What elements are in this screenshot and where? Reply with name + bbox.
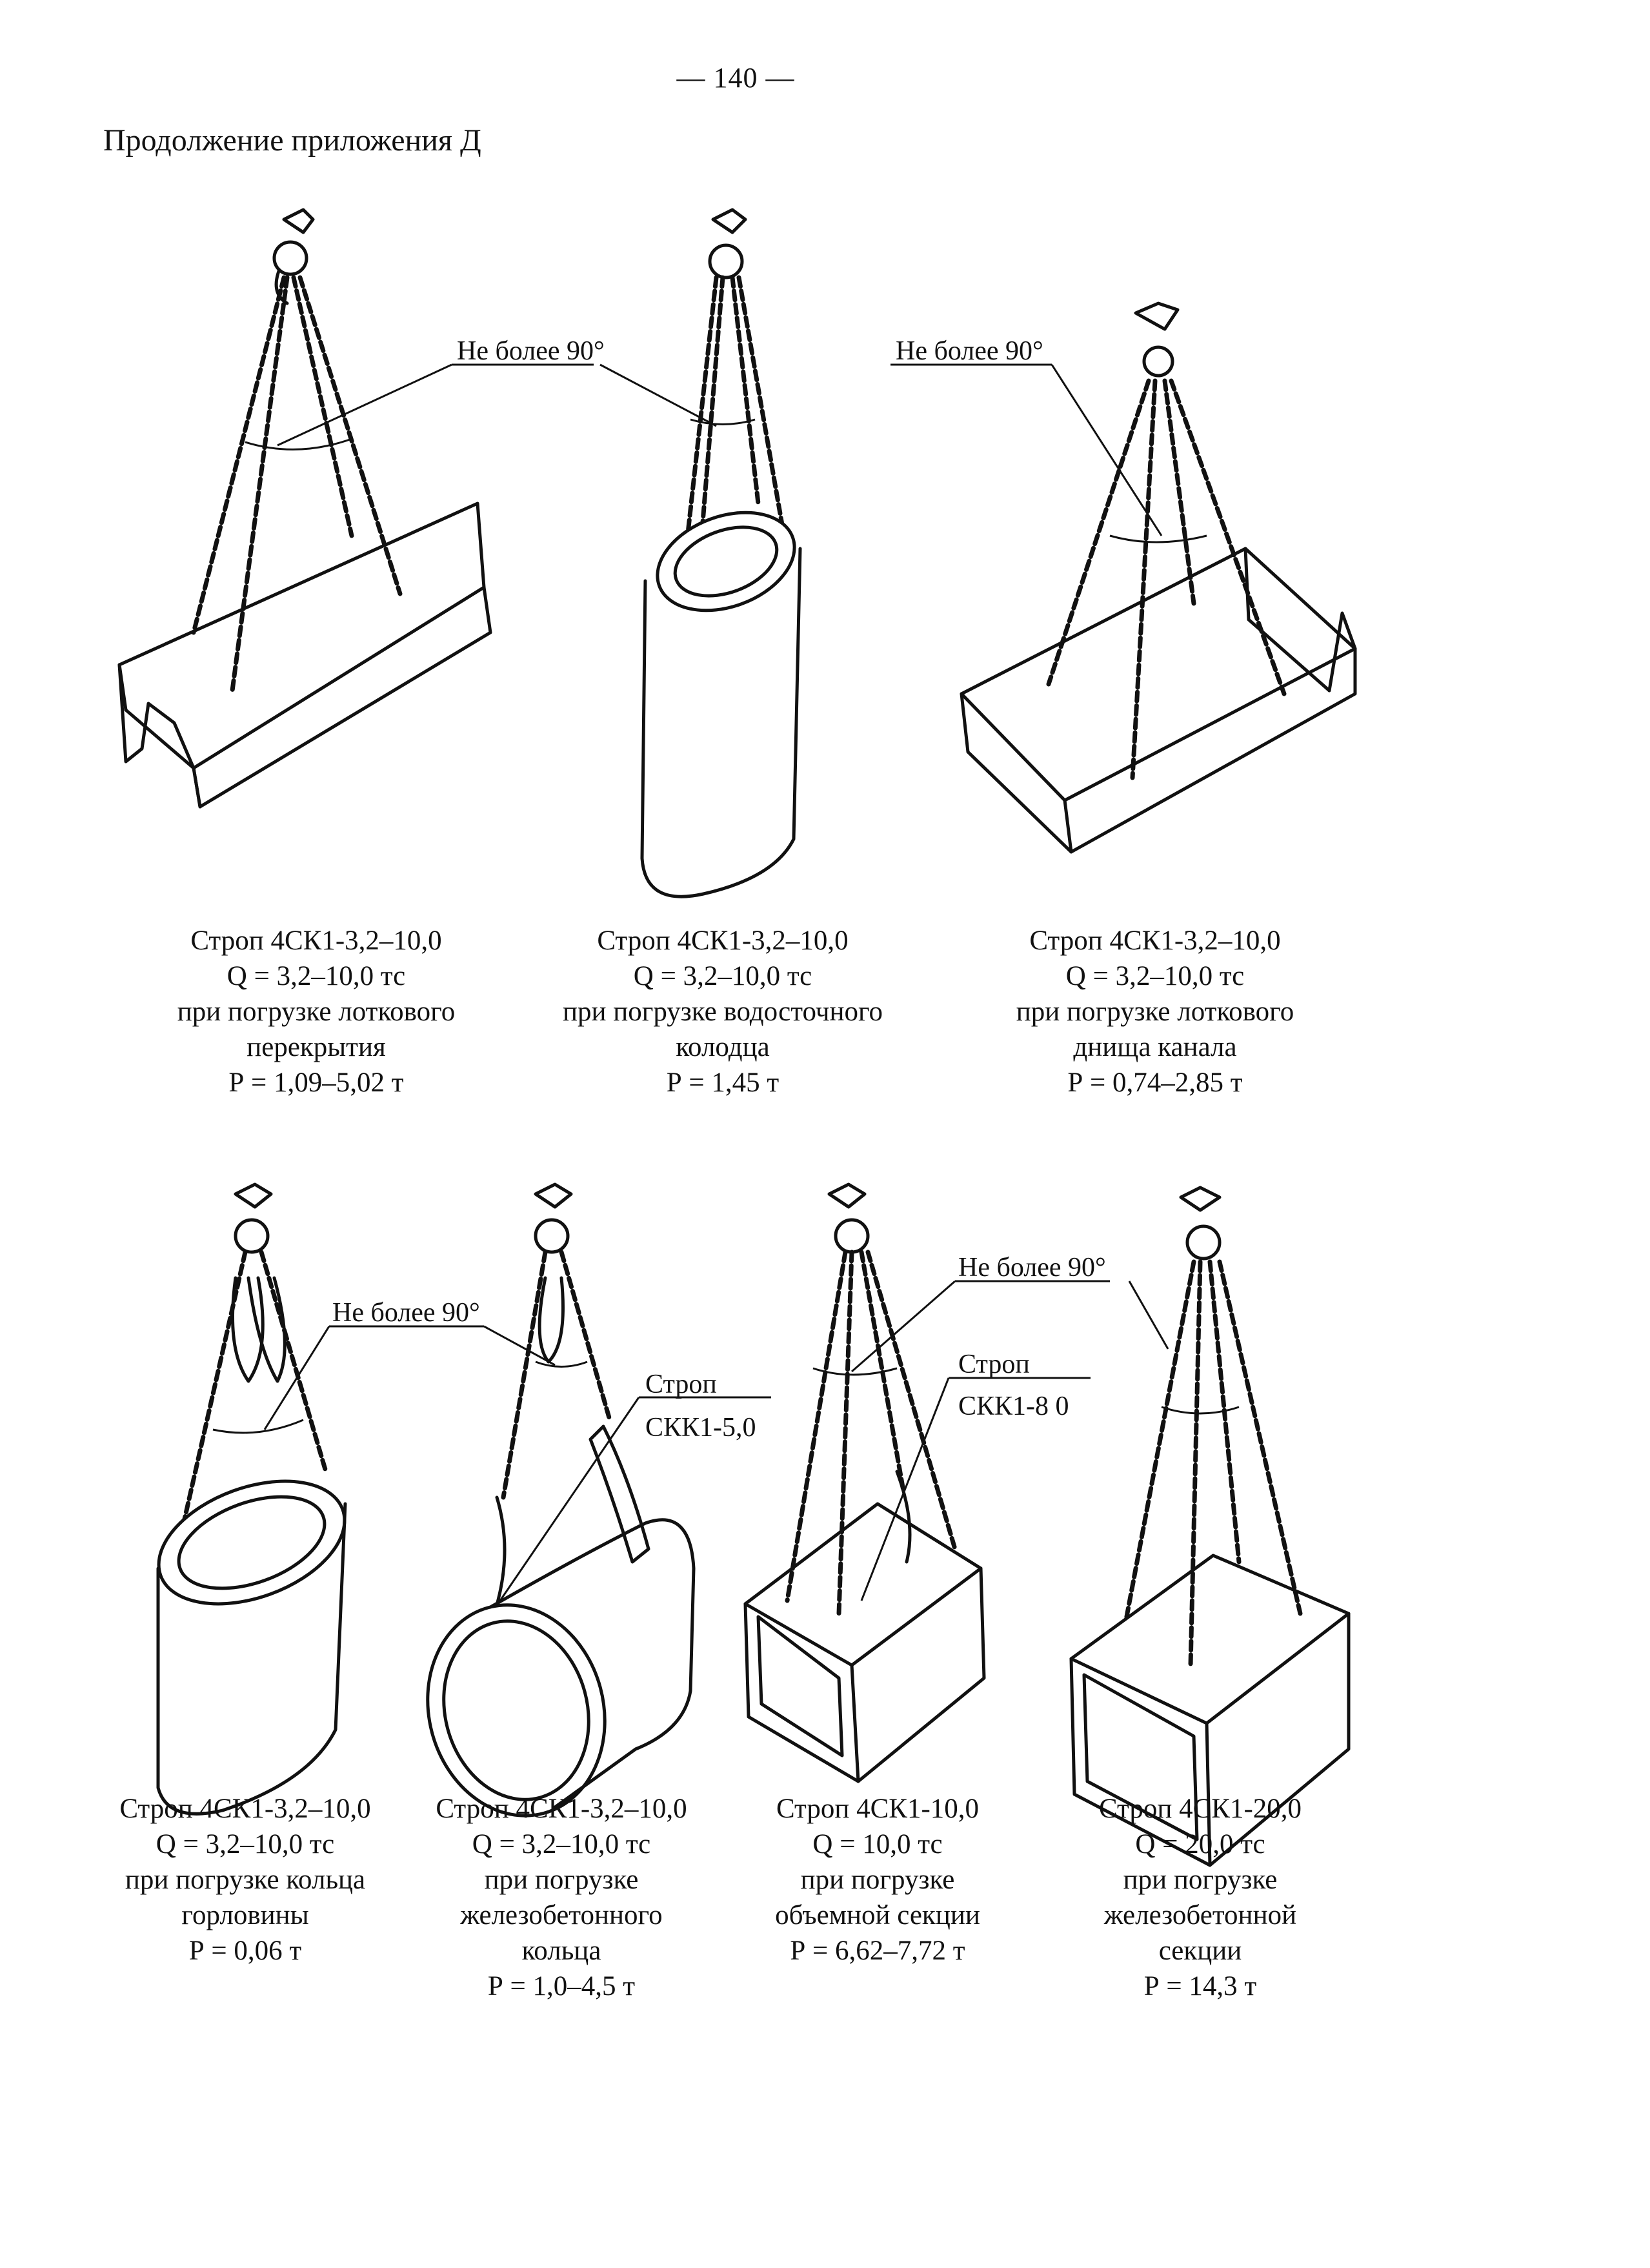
sling-label-5-line2: СКК1-5,0 [645,1413,756,1443]
caption-line: Q = 3,2–10,0 тс [472,1829,651,1859]
caption-figure-2 [542,923,903,1100]
caption-figure-1 [155,923,478,1100]
figure-3-channel-bottom-drawing [890,303,1355,852]
angle-label-1: Не более 90° [457,336,605,366]
figure-1-trough-slab-drawing [119,210,605,807]
caption-line: Q = 10,0 тс [812,1829,943,1859]
sling-label-6-line2: СКК1-8 0 [958,1392,1069,1421]
caption-line: Р = 0,74–2,85 т [1067,1068,1243,1098]
caption-line: горловины [181,1900,309,1930]
caption-figure-5 [413,1791,710,2004]
caption-line: Строп 4СК1-20,0 [1098,1794,1302,1824]
page-number: — 140 — [676,62,795,94]
figure-5-concrete-ring-drawing [405,1184,771,1836]
caption-line: Строп 4СК1-10,0 [776,1794,980,1824]
figure-7-concrete-section-drawing [1071,1188,1349,1865]
caption-line: Строп 4СК1-3,2–10,0 [119,1794,371,1824]
angle-label-4: Не более 90° [332,1298,480,1328]
caption-line: Р = 6,62–7,72 т [790,1936,965,1966]
caption-line: Q = 3,2–10,0 тс [633,961,812,991]
caption-line: Р = 1,45 т [666,1068,780,1098]
caption-figure-3 [987,923,1323,1100]
angle-label-6: Не более 90° [958,1253,1106,1282]
caption-line: железобетонного [460,1900,663,1930]
caption-line: Р = 1,09–5,02 т [228,1068,404,1098]
caption-line: железобетонной [1103,1900,1297,1930]
sling-label-6-line1: Строп [958,1350,1030,1379]
caption-line: при погрузке водосточного [562,997,883,1027]
caption-line: Строп 4СК1-3,2–10,0 [597,926,849,956]
caption-figure-4 [97,1791,394,1969]
caption-line: Р = 14,3 т [1143,1971,1257,2001]
sling-label-5-line1: Строп [645,1370,717,1399]
caption-line: Р = 1,0–4,5 т [487,1971,636,2001]
caption-line: при погрузке [1123,1865,1278,1895]
figure-6-volumetric-section-drawing [745,1184,1110,1781]
caption-line: Строп 4СК1-3,2–10,0 [1029,926,1281,956]
caption-line: при погрузке [800,1865,955,1895]
caption-line: при погрузке лоткового [177,997,456,1027]
caption-line: Q = 20,0 тс [1135,1829,1265,1859]
caption-line: перекрытия [246,1032,386,1062]
caption-line: Q = 3,2–10,0 тс [226,961,406,991]
caption-line: Строп 4СК1-3,2–10,0 [190,926,442,956]
caption-line: Q = 3,2–10,0 тс [156,1829,335,1859]
caption-line: при погрузке [484,1865,639,1895]
caption-line: секции [1158,1936,1242,1966]
caption-line: при погрузке лоткового [1016,997,1294,1027]
caption-line: Строп 4СК1-3,2–10,0 [436,1794,687,1824]
caption-figure-7 [1065,1791,1336,2004]
caption-line: колодца [676,1032,770,1062]
caption-line: кольца [521,1936,601,1966]
caption-figure-6 [742,1791,1013,1969]
figure-2-well-drawing [600,210,808,896]
continuation-heading: Продолжение приложения Д [103,123,481,157]
caption-line: Р = 0,06 т [188,1936,302,1966]
caption-line: Q = 3,2–10,0 тс [1065,961,1245,991]
caption-line: объемной секции [775,1900,980,1930]
angle-label-3: Не более 90° [896,336,1043,366]
caption-line: днища канала [1073,1032,1237,1062]
caption-line: при погрузке кольца [125,1865,366,1895]
